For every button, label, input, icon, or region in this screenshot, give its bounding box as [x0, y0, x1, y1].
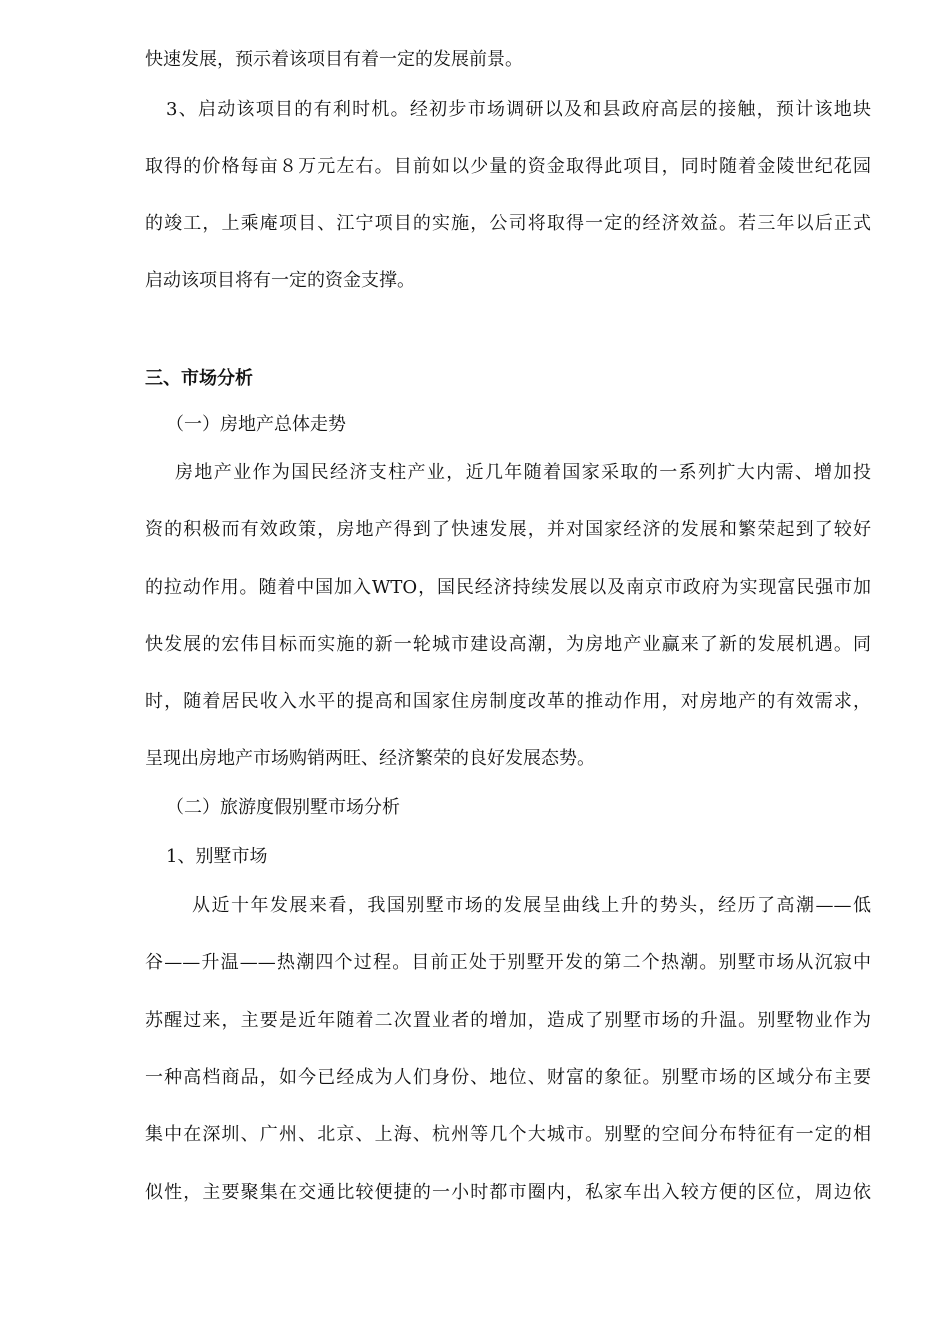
paragraph-line: 集中在深圳、广州、北京、上海、杭州等几个大城市。别墅的空间分布特征有一定的相 — [145, 1124, 871, 1145]
paragraph-line: 谷——升温——热潮四个过程。目前正处于别墅开发的第二个热潮。别墅市场从沉寂中 — [145, 952, 871, 973]
paragraph-line: 从近十年发展来看，我国别墅市场的发展呈曲线上升的势头，经历了高潮——低 — [192, 895, 871, 916]
paragraph-line: 启动该项目将有一定的资金支撑。 — [145, 270, 415, 291]
paragraph-line: 似性，主要聚集在交通比较便捷的一小时都市圈内，私家车出入较方便的区位，周边依 — [145, 1182, 871, 1203]
paragraph-line: 快速发展，预示着该项目有着一定的发展前景。 — [145, 49, 523, 70]
paragraph-line: 房地产业作为国民经济支柱产业，近几年随着国家采取的一系列扩大内需、增加投 — [175, 462, 871, 483]
paragraph-line: 3、启动该项目的有利时机。经初步市场调研以及和县政府高层的接触，预计该地块 — [166, 99, 871, 120]
subsection-heading: （二）旅游度假别墅市场分析 — [166, 797, 400, 818]
paragraph-line: 的拉动作用。随着中国加入WTO，国民经济持续发展以及南京市政府为实现富民强市加 — [145, 577, 871, 598]
paragraph-line: 苏醒过来，主要是近年随着二次置业者的增加，造成了别墅市场的升温。别墅物业作为 — [145, 1010, 871, 1031]
item-heading: 1、别墅市场 — [166, 846, 268, 867]
paragraph-line: 的竣工，上乘庵项目、江宁项目的实施，公司将取得一定的经济效益。若三年以后正式 — [145, 213, 871, 234]
paragraph-line: 一种高档商品，如今已经成为人们身份、地位、财富的象征。别墅市场的区域分布主要 — [145, 1067, 871, 1088]
paragraph-line: 呈现出房地产市场购销两旺、经济繁荣的良好发展态势。 — [145, 748, 595, 769]
paragraph-line: 时，随着居民收入水平的提高和国家住房制度改革的推动作用，对房地产的有效需求， — [145, 691, 871, 712]
paragraph-line: 取得的价格每亩８万元左右。目前如以少量的资金取得此项目，同时随着金陵世纪花园 — [145, 156, 871, 177]
paragraph-line: 快发展的宏伟目标而实施的新一轮城市建设高潮，为房地产业赢来了新的发展机遇。同 — [145, 634, 871, 655]
subsection-heading: （一）房地产总体走势 — [166, 414, 346, 435]
paragraph-line: 资的积极而有效政策，房地产得到了快速发展，并对国家经济的发展和繁荣起到了较好 — [145, 519, 871, 540]
section-heading: 三、市场分析 — [145, 368, 253, 389]
